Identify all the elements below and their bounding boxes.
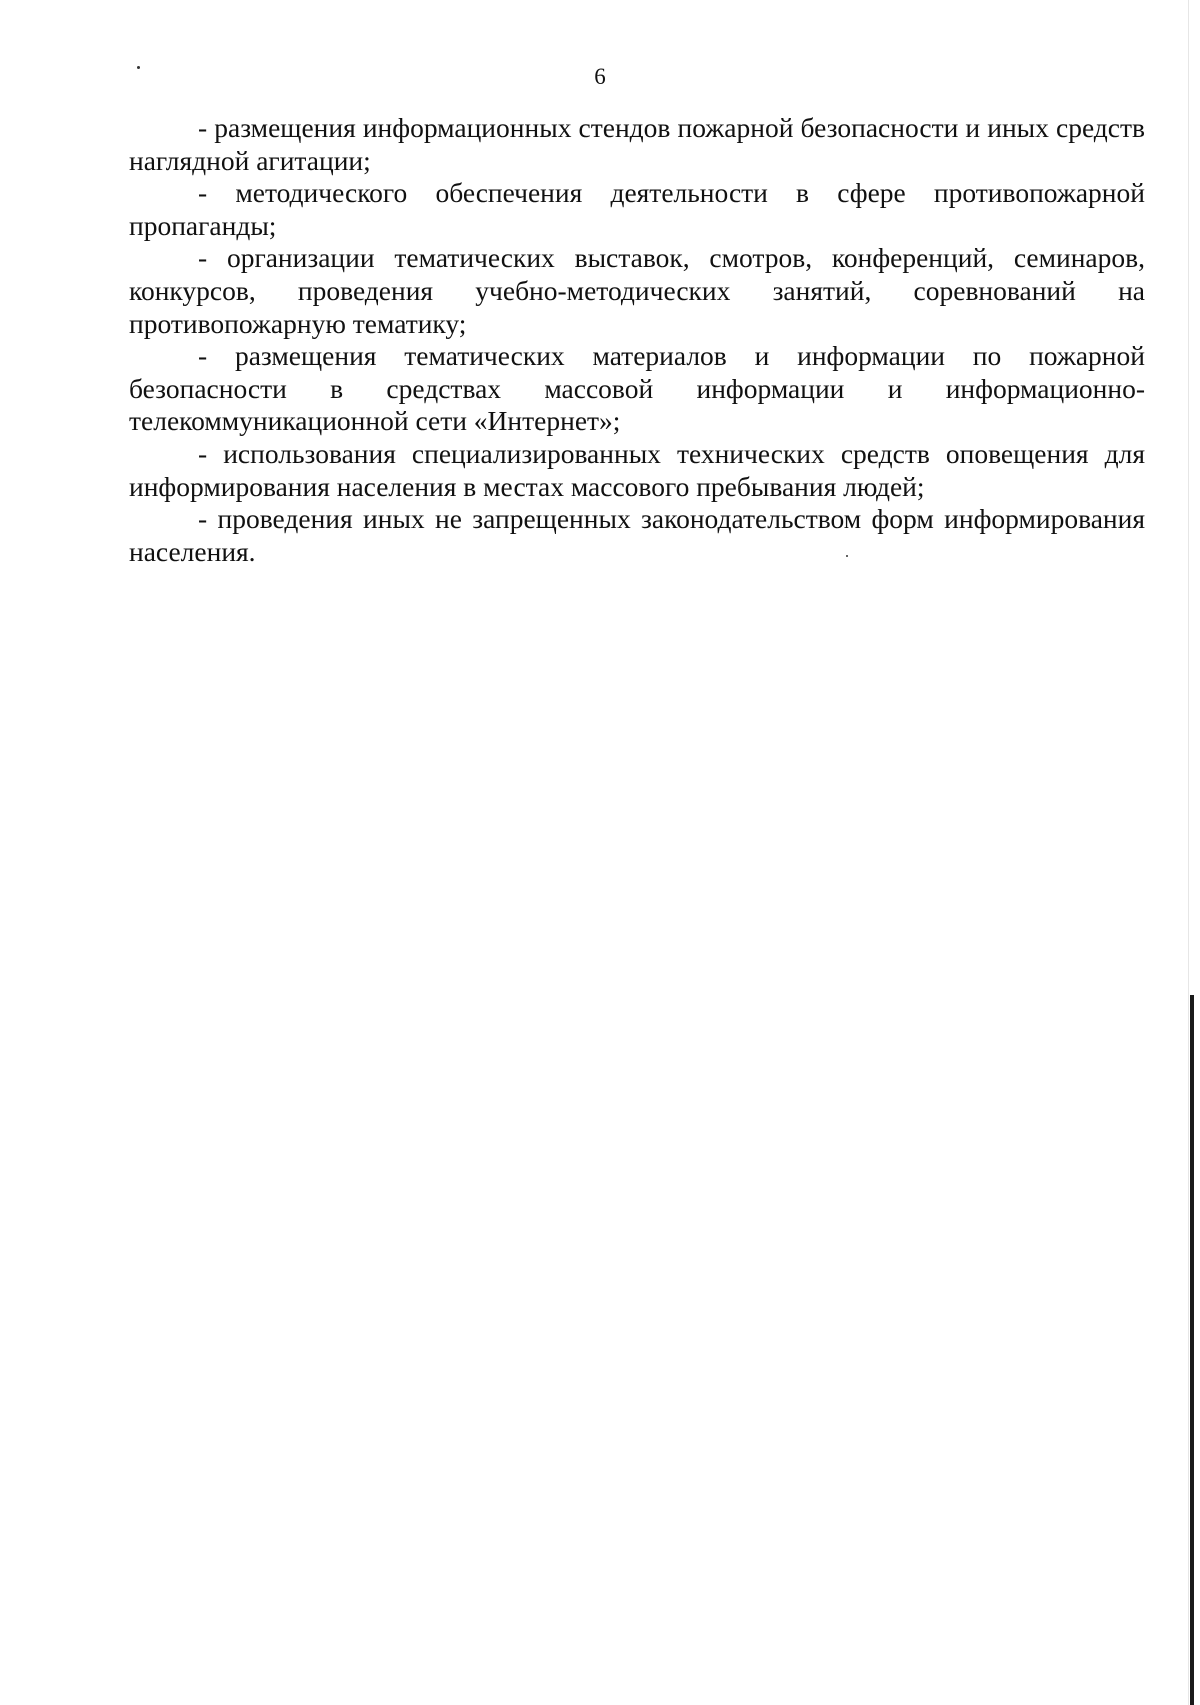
list-item-media-materials: - размещения тематических материалов и информации по пожарной безопасности в средствах массовой информации и информационно-телекоммуникационной сети «Интернет»; [129, 340, 1145, 437]
scan-edge-shadow [1190, 995, 1194, 1705]
page-number: 6 [594, 64, 606, 89]
list-item-other-forms: - проведения иных не запрещенных законодательством форм информирования населения. [129, 503, 1145, 567]
list-item-exhibitions: - организации тематических выставок, смотров, конференций, семинаров, конкурсов, проведения учебно-методических занятий, соревнований на противопожарную тематику; [129, 242, 1145, 339]
document-body [129, 112, 1145, 568]
list-item-stands: - размещения информационных стендов пожарной безопасности и иных средств наглядной агитации; [129, 112, 1145, 176]
list-item-methodical-support: - методического обеспечения деятельности в сфере противопожарной пропаганды; [129, 177, 1145, 241]
scan-edge-line [1188, 0, 1189, 1705]
list-item-warning-systems: - использования специализированных технических средств оповещения для информирования населения в местах массового пребывания людей; [129, 437, 1145, 502]
